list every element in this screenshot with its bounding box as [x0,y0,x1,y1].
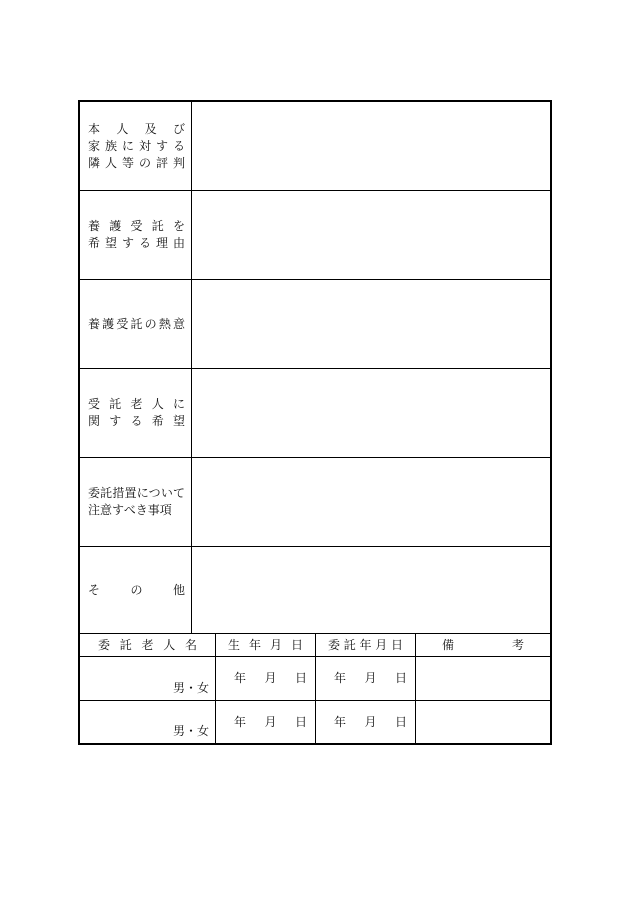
row-reputation [80,102,550,191]
label-line: そ の 他 [88,582,185,597]
label-line: 養護受託の熱意 [88,316,185,331]
row-enthusiasm [80,280,550,369]
label-line: 注意すべき事項 [88,503,172,517]
table-row [80,701,550,743]
label-line: 本 人 及 び [88,121,185,136]
header-birth: 生年月日 [228,638,303,652]
consign-cell[interactable] [316,701,416,743]
birth-date-label: 年 月 日 [234,671,307,685]
row-other [80,547,550,634]
label-line: 関する希望 [88,414,185,428]
label-line: 受託老人に [88,397,185,411]
row-wishes [80,369,550,458]
label-line: 養護受託を [88,219,185,233]
field-reputation[interactable] [192,102,550,190]
header-name-cell [80,634,216,656]
label-reputation [80,102,192,190]
label-line: 隣人等の評判 [88,155,185,170]
sex-label: 男・女 [172,724,209,738]
header-name: 委託老人名 [98,638,197,652]
birth-cell[interactable] [216,701,316,743]
name-cell[interactable] [80,701,216,743]
label-wishes [80,369,192,457]
name-cell[interactable] [80,657,216,700]
label-notes [80,458,192,546]
field-notes[interactable] [192,458,550,546]
field-enthusiasm[interactable] [192,280,550,368]
header-notes-cell [416,634,550,656]
form-upper-section [80,102,550,634]
label-enthusiasm [80,280,192,368]
header-consign-cell [316,634,416,656]
row-reason [80,191,550,280]
header-consign: 委託年月日 [328,638,403,652]
birth-cell[interactable] [216,657,316,700]
header-birth-cell [216,634,316,656]
consign-date-label: 年 月 日 [334,715,407,729]
label-other [80,547,192,633]
form-frame [78,100,552,745]
consign-date-label: 年 月 日 [334,671,407,685]
notes-cell[interactable] [416,657,550,700]
table-header-row [80,634,550,657]
field-reason[interactable] [192,191,550,279]
consign-cell[interactable] [316,657,416,700]
label-line: 希望する理由 [88,236,185,250]
notes-cell[interactable] [416,701,550,743]
row-notes [80,458,550,547]
field-wishes[interactable] [192,369,550,457]
label-line: 家族に対する [88,138,185,153]
sex-label: 男・女 [172,681,209,695]
label-line: 委託措置について [88,486,185,500]
label-reason [80,191,192,279]
table-row [80,657,550,701]
elderly-table [80,634,550,743]
birth-date-label: 年 月 日 [234,715,307,729]
field-other[interactable] [192,547,550,633]
header-notes: 備 考 [442,638,524,652]
